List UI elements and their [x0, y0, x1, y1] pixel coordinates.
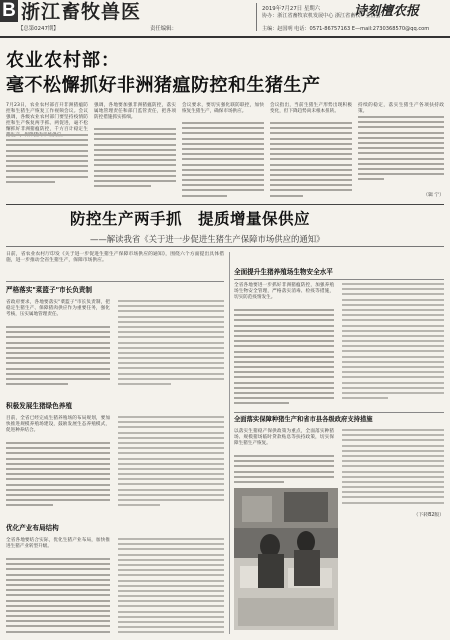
article1-column: [358, 103, 444, 199]
right-section-col: [342, 429, 444, 521]
article2-subhead: ——解读我省《关于进一步促进生猪生产保障市场供应的通知》: [90, 234, 325, 244]
article2-subhead-rule: [6, 246, 444, 247]
contact-line: 主编：赵国明 电话：0571-86757163 E—mail:2730368570@qq.com: [262, 26, 430, 32]
left-section-body: 省政府要求，各地要落实"菜篮子"市长负责制，把稳定生猪生产、保障猪肉供应作为重要任务，强化考核，压实属地管理责任。: [6, 300, 110, 318]
right-section-rule: [234, 412, 444, 413]
article1-column: [94, 103, 176, 199]
article1-column: [182, 103, 264, 199]
left-section-body: 全省各地要结合实际，优化生猪产业布局，加快推进生猪产业转型升级。: [6, 538, 110, 550]
article1-headline: 毫不松懈抓好非洲猪瘟防控和生猪生产: [6, 75, 321, 96]
article1-col3-lead: 会议要求，要切实强化联防联控，加快恢复生猪生产，确保市场供应。: [182, 103, 264, 115]
left-section-col: [118, 538, 224, 632]
left-section-col: [6, 416, 110, 512]
article1-column: [270, 103, 352, 199]
right-section-col: [234, 429, 334, 485]
left-section-title: 优化产业布局结构: [6, 524, 59, 532]
article2-right-column: [234, 252, 444, 634]
left-section-body: 目前，全省已经完成生猪养殖场的布局规划，要加快推进规模养殖场建设，鼓励发展生态养殖模式，促进种养结合。: [6, 416, 110, 434]
masthead-rule: [0, 36, 450, 38]
left-section-col: [118, 416, 224, 512]
issue-date: 2019年7月27日 星期六: [262, 6, 321, 12]
article1-col1-lead: 7月23日，农业农村部召开非洲猪瘟防控和生猪生产恢复工作视频会议。会议强调，各级农业农村部门要坚持疫情防控和生产恢复两手抓、两促进，毫不松懈抓好非洲猪瘟防控，千方百计稳定生: [6, 103, 88, 133]
continued-note: （下转B2版）: [413, 513, 444, 518]
right-section-body: 以落实生猪稳产保供政策为重点，全面落实种猪场、规模猪场临时贷款贴息等扶持政策，切实保障生猪生产恢复。: [234, 429, 334, 447]
section-letter: B: [2, 0, 16, 21]
left-section-col: [6, 300, 110, 392]
left-section-col: [6, 538, 110, 632]
article1-body: [6, 103, 446, 199]
article2-top-rule: [6, 204, 444, 205]
header-divider: [256, 3, 257, 31]
right-section-col: [234, 283, 334, 403]
section-letter-badge: [0, 0, 18, 22]
left-section-col: [118, 300, 224, 392]
article1-signature: （辑 宁）: [423, 193, 444, 198]
right-section-title: 全面落实保障种猪生产和省市县各级政府支持措施: [234, 416, 373, 423]
right-section-title: 全面提升生猪养殖场生物安全水平: [234, 268, 333, 276]
left-section-title: 积极发展生猪绿色养殖: [6, 402, 72, 410]
article1-kicker: 农业农村部：: [6, 50, 120, 71]
edition-label: 【总第0247期】: [18, 26, 59, 32]
photo-image: [234, 488, 338, 630]
intro-rule: [6, 281, 224, 282]
article1-col5-lead: 持续的稳定，落实生猪生产各项扶持政策。: [358, 103, 444, 115]
article2-intro: 日前，省农业农村厅印发《关于进一步促进生猪生产保障市场供应的通知》，围绕六个方面提出具体措施，进一步推动全省生猪生产，保障市场供应。: [6, 252, 224, 264]
editor-line: 责任编辑：: [150, 26, 177, 32]
organizer-line: 协办：浙江省畜牧农机发展中心 浙江省畜牧产业协会: [262, 13, 381, 19]
article2-left-column: [6, 252, 224, 634]
article1-col4-lead: 会议指出，当前生猪生产形势出现积极变化，但下降趋势尚未根本扭转。: [270, 103, 352, 115]
right-section-body: 全省各地要进一步抓好非洲猪瘟防控，加强养殖场生物安全管理，严格落实消毒、检疫等措施，切实防范疫情发生。: [234, 283, 334, 301]
left-section-title: 严格落实"菜篮子"市长负责制: [6, 286, 92, 294]
right-section-rule: [234, 279, 444, 280]
article2-headline: 防控生产两手抓 提质增量保供应: [70, 210, 311, 228]
column-divider: [229, 252, 230, 634]
section-title: 浙江畜牧兽医: [21, 1, 142, 23]
news-photo: [234, 488, 338, 630]
article1-column: [6, 103, 88, 199]
article1-col2-lead: 强调，各地要加强非洲猪瘟防控，落实属地管理责任和部门监管责任，把各项防控措施抓实抓细。: [94, 103, 176, 121]
paper-name: 诗刻檀农报: [354, 4, 420, 19]
masthead: [0, 0, 450, 42]
right-section-col: [342, 283, 444, 403]
